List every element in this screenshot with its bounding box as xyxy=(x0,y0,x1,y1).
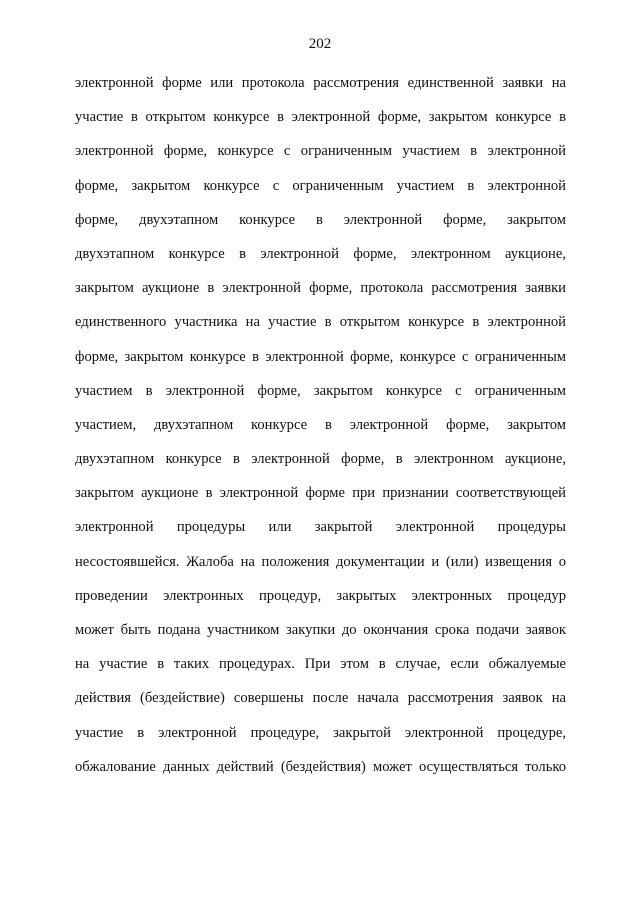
text-line: форме, двухэтапном конкурсе в электронной форме, закрытом xyxy=(75,211,566,228)
body-paragraph xyxy=(75,72,566,790)
text-line: может быть подана участником закупки до окончания срока подачи заявок xyxy=(75,622,566,638)
text-line: двухэтапном конкурсе в электронной форме, электронном аукционе, xyxy=(75,245,566,262)
text-line: участие в открытом конкурсе в электронной форме, закрытом конкурсе в xyxy=(75,109,566,126)
text-line: форме, закрытом конкурсе в электронной форме, конкурсе с ограниченным xyxy=(75,348,566,365)
text-line: действия (бездействие) совершены после начала рассмотрения заявок на xyxy=(75,690,566,707)
page-number: 202 xyxy=(308,36,332,52)
text-line: двухэтапном конкурсе в электронной форме, в электронном аукционе, xyxy=(75,451,566,468)
text-line: закрытом аукционе в электронной форме при признании соответствующей xyxy=(75,485,566,502)
text-line: электронной форме или протокола рассмотрения единственной заявки на xyxy=(75,75,566,91)
text-line: участие в электронной процедуре, закрытой электронной процедуре, xyxy=(75,724,566,741)
text-line: электронной процедуры или закрытой электронной процедуры xyxy=(75,519,566,536)
text-line: закрытом аукционе в электронной форме, протокола рассмотрения заявки xyxy=(75,280,566,297)
text-line: на участие в таких процедурах. При этом в случае, если обжалуемые xyxy=(75,656,566,673)
text-line: электронной форме, конкурсе с ограниченным участием в электронной xyxy=(75,143,566,160)
text-line: обжалование данных действий (бездействия) может осуществляться только xyxy=(75,758,566,775)
text-line: участием в электронной форме, закрытом конкурсе с ограниченным xyxy=(75,382,566,399)
text-line: несостоявшейся. Жалоба на положения документации и (или) извещения о xyxy=(75,553,566,570)
text-line: проведении электронных процедур, закрытых электронных процедур xyxy=(75,587,566,604)
text-line: единственного участника на участие в открытом конкурсе в электронной xyxy=(75,314,566,331)
text-line: участием, двухэтапном конкурсе в электронной форме, закрытом xyxy=(75,416,566,433)
text-line: форме, закрытом конкурсе с ограниченным участием в электронной xyxy=(75,177,566,194)
